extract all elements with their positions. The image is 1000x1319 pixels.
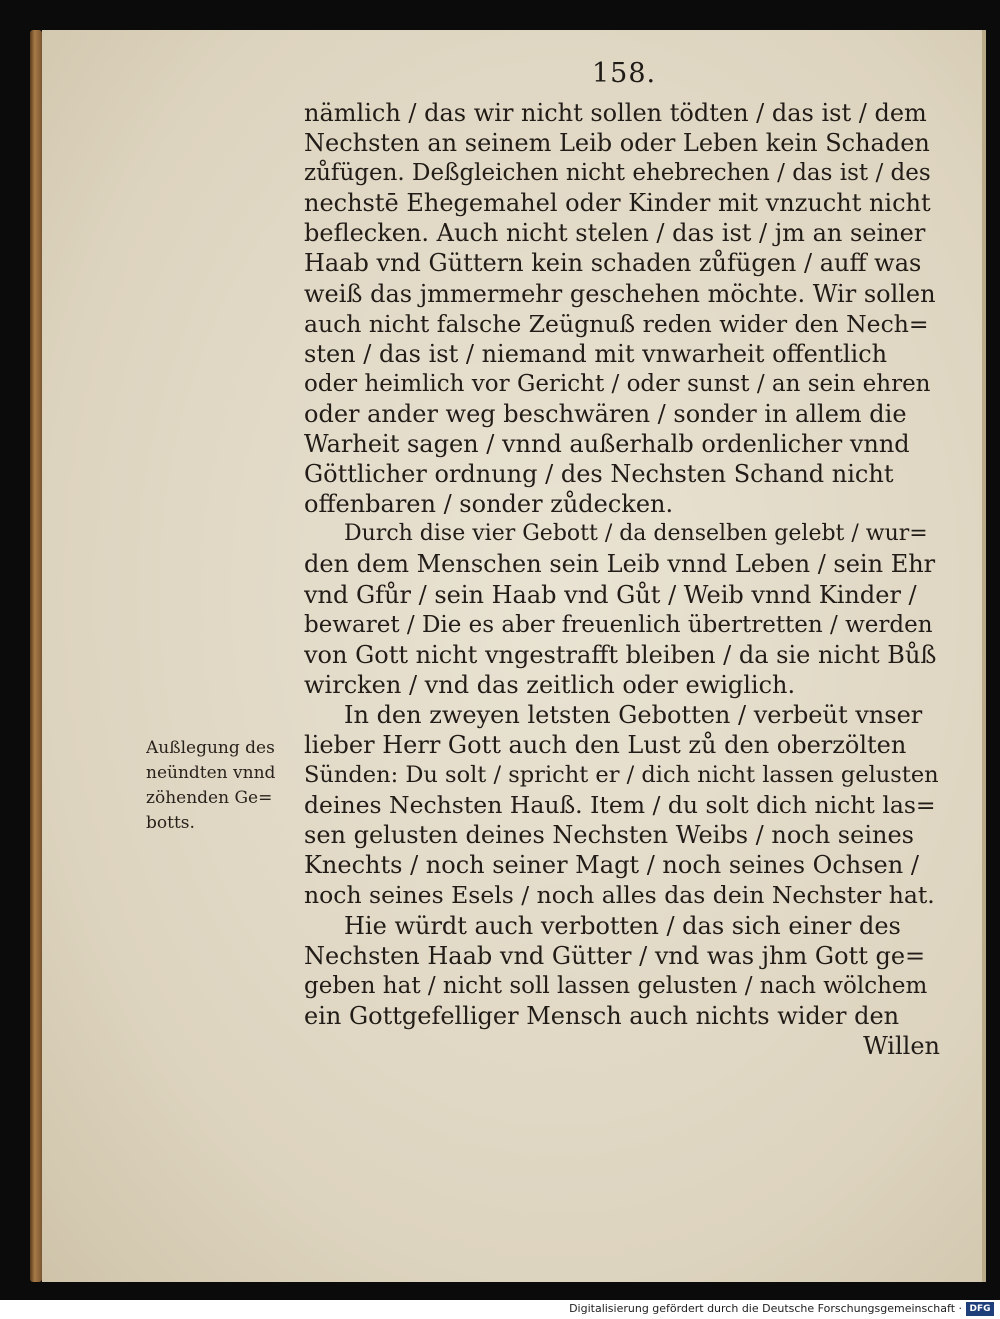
- text-line: auch nicht falsche Zeügnuß reden wider den Nech=: [304, 309, 929, 338]
- marginal-line: zöhenden Ge=: [146, 788, 273, 808]
- text-line: noch seines Esels / noch alles das dein Nechster hat.: [304, 881, 935, 910]
- book-edge: [30, 30, 42, 1282]
- text-line: beflecken. Auch nicht stelen / das ist / jm an seiner: [304, 219, 926, 248]
- text-line: sen gelusten deines Nechsten Weibs / noch seines: [304, 821, 914, 850]
- text-line: Sünden: Du solt / spricht er / dich nicht lassen gelusten: [304, 762, 939, 789]
- text-line: Warheit sagen / vnnd außerhalb ordenlicher vnnd: [304, 430, 910, 459]
- text-line: Knechts / noch seiner Magt / noch seines Ochsen /: [304, 851, 919, 880]
- dfg-logo-icon: DFG: [966, 1302, 994, 1316]
- text-line: Nechsten an seinem Leib oder Leben kein Schaden: [304, 129, 930, 158]
- text-line: wircken / vnd das zeitlich oder ewiglich.: [304, 670, 796, 699]
- page-number: 158.: [592, 58, 657, 89]
- text-line: geben hat / nicht soll lassen gelusten / nach wölchem: [304, 972, 928, 999]
- text-line: Nechsten Haab vnd Gütter / vnd was jhm Gott ge=: [304, 941, 926, 970]
- text-line: sten / das ist / niemand mit vnwarheit offentlich: [304, 339, 888, 368]
- text-line: Hie würdt auch verbotten / das sich einer des: [344, 911, 901, 940]
- footer-credit: Digitalisierung gefördert durch die Deutsche Forschungsgemeinschaft ·: [569, 1302, 962, 1315]
- marginal-note: [146, 736, 306, 836]
- body-text: [304, 98, 940, 1061]
- marginal-line: neündten vnnd: [146, 763, 276, 783]
- text-line: nämlich / das wir nicht sollen tödten / das ist / dem: [304, 99, 927, 127]
- text-line: deines Nechsten Hauß. Item / du solt dich nicht las=: [304, 791, 936, 820]
- catchword: Willen: [863, 1031, 940, 1060]
- text-line: zůfügen. Deßgleichen nicht ehebrechen / das ist / des: [304, 160, 931, 187]
- text-line: den dem Menschen sein Leib vnnd Leben / sein Ehr: [304, 550, 936, 579]
- text-line: Göttlicher ordnung / des Nechsten Schand nicht: [304, 460, 894, 489]
- text-line: vnd Gfůr / sein Haab vnd Gůt / Weib vnnd Kinder /: [304, 580, 917, 609]
- text-line: oder ander weg beschwären / sonder in allem die: [304, 399, 907, 428]
- text-line: lieber Herr Gott auch den Lust zů den oberzölten: [304, 730, 907, 759]
- text-line: ein Gottgefelliger Mensch auch nichts wider den: [304, 1001, 900, 1030]
- text-line: offenbaren / sonder zůdecken.: [304, 490, 674, 519]
- text-line: Haab vnd Güttern kein schaden zůfügen / auff was: [304, 249, 922, 278]
- text-line: von Gott nicht vngestrafft bleiben / da sie nicht Bůß: [304, 640, 937, 669]
- marginal-line: botts.: [146, 813, 195, 833]
- text-line: Durch dise vier Gebott / da denselben gelebt / wur=: [344, 521, 928, 547]
- text-line: oder heimlich vor Gericht / oder sunst / an sein ehren: [304, 370, 931, 397]
- marginal-line: Außlegung des: [146, 738, 275, 758]
- text-line: weiß das jmmermehr geschehen möchte. Wir sollen: [304, 279, 936, 308]
- text-line: In den zweyen letsten Gebotten / verbeüt vnser: [344, 700, 923, 729]
- text-line: bewaret / Die es aber freuenlich übertretten / werden: [304, 611, 933, 638]
- text-line: nechstē Ehegemahel oder Kinder mit vnzucht nicht: [304, 189, 931, 218]
